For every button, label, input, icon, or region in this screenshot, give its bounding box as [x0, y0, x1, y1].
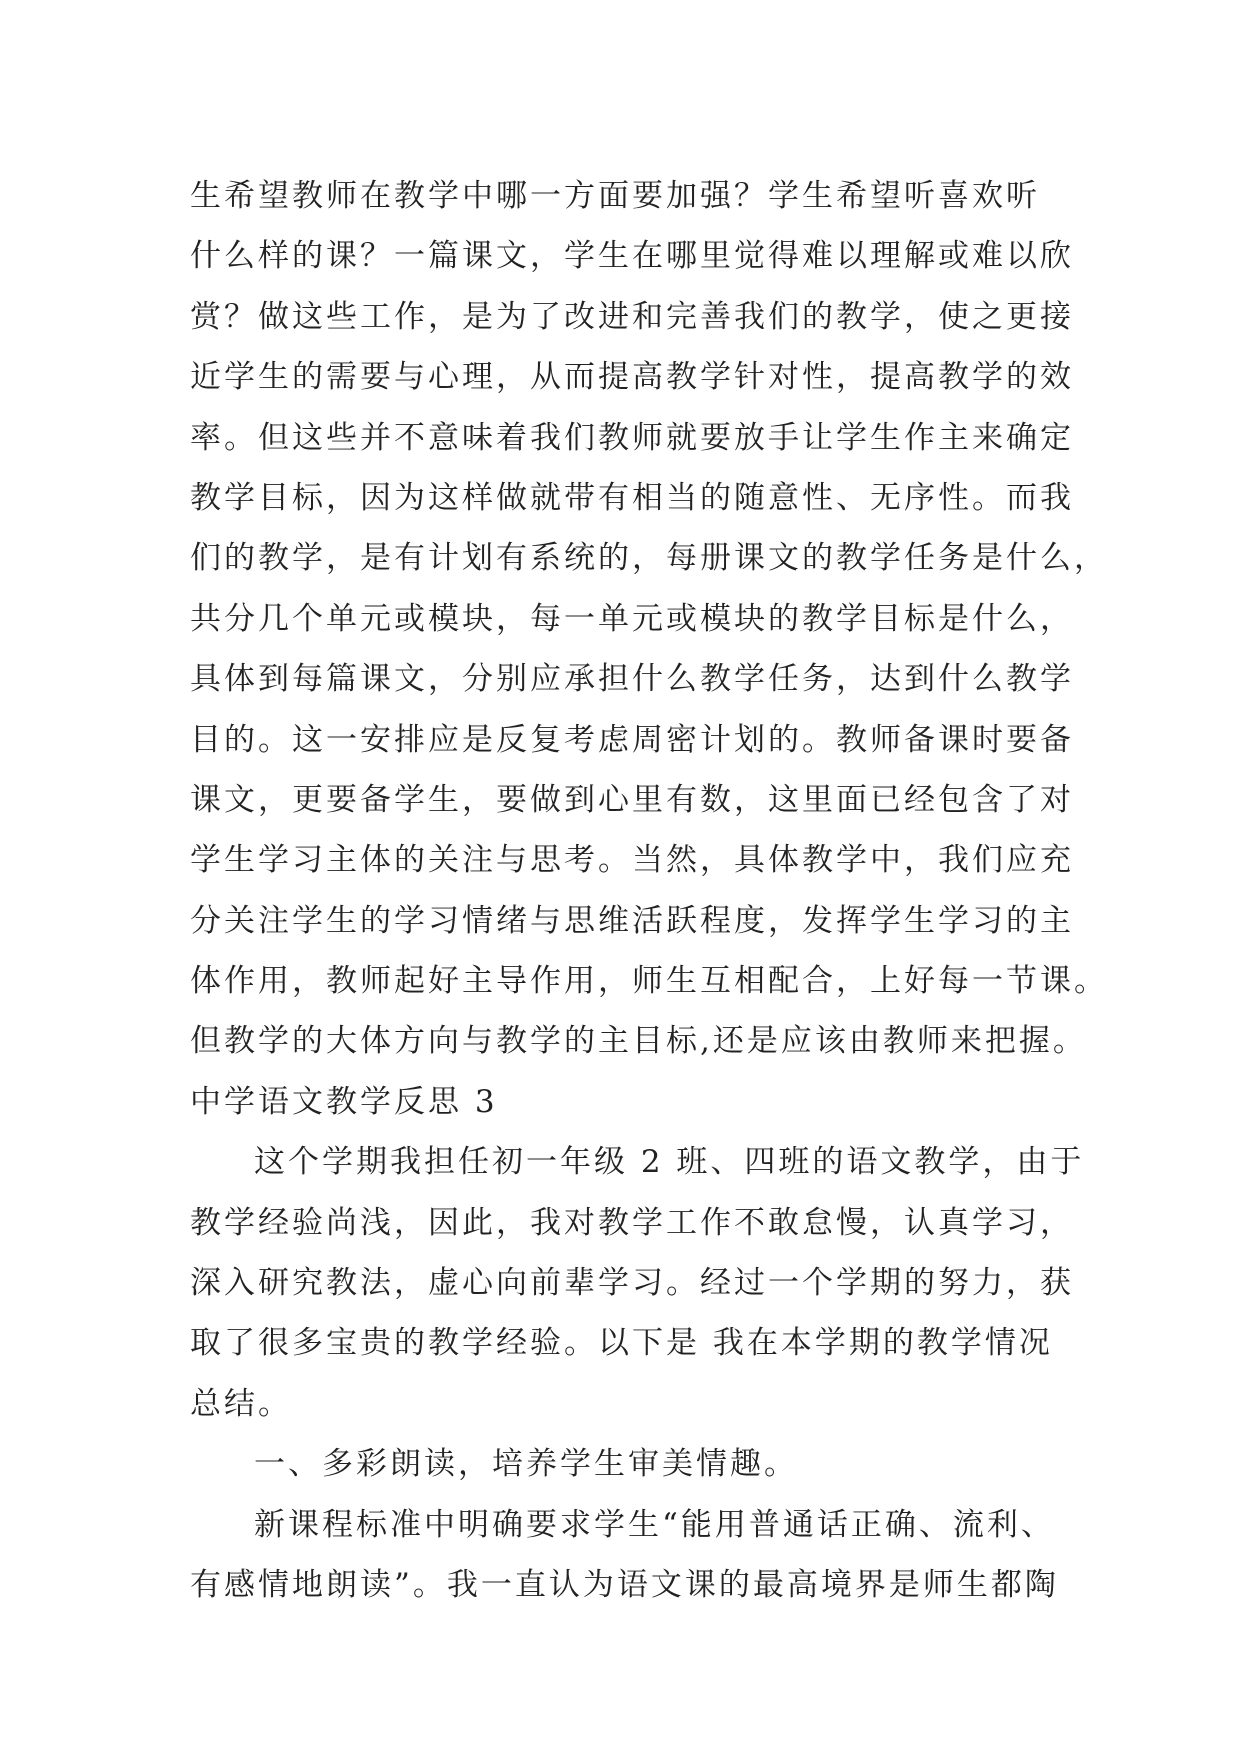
- text-line: 一、多彩朗读，培养学生审美情趣。: [254, 1446, 798, 1483]
- body-text: [190, 166, 1108, 1615]
- text-line: 取了很多宝贵的教学经验。以下是 我在本学期的教学情况: [190, 1325, 1053, 1362]
- text-line: 共分几个单元或模块，每一单元或模块的教学目标是什么，: [190, 600, 1074, 637]
- text-line: 目的。这一安排应是反复考虑周密计划的。教师备课时要备: [190, 721, 1074, 758]
- text-line: 教学目标，因为这样做就带有相当的随意性、无序性。而我: [190, 479, 1074, 516]
- text-line: 率。但这些并不意味着我们教师就要放手让学生作主来确定: [190, 419, 1074, 456]
- text-line: 新课程标准中明确要求学生“能用普通话正确、流利、: [254, 1506, 1055, 1543]
- text-line: 具体到每篇课文，分别应承担什么教学任务，达到什么教学: [190, 661, 1074, 698]
- text-line: 有感情地朗读”。我一直认为语文课的最高境界是师生都陶: [190, 1566, 1059, 1603]
- text-line: 们的教学，是有计划有系统的，每册课文的教学任务是什么，: [190, 540, 1108, 577]
- text-line: 总结。: [190, 1385, 292, 1422]
- text-line: 生希望教师在教学中哪一方面要加强？学生希望听喜欢听: [190, 178, 1040, 214]
- text-line: 但教学的大体方向与教学的主目标,还是应该由教师来把握。: [190, 1023, 1087, 1060]
- text-line: 教学经验尚浅，因此，我对教学工作不敢怠慢，认真学习，: [190, 1204, 1074, 1241]
- section-heading: 中学语文教学反思 3: [190, 1083, 498, 1120]
- text-line: 这个学期我担任初一年级 2 班、四班的语文教学，由于: [254, 1144, 1085, 1181]
- text-line: 课文，更要备学生，要做到心里有数，这里面已经包含了对: [190, 781, 1074, 818]
- text-line: 什么样的课？一篇课文，学生在哪里觉得难以理解或难以欣: [190, 238, 1074, 275]
- text-line: 深入研究教法，虚心向前辈学习。经过一个学期的努力，获: [190, 1265, 1074, 1302]
- text-line: 体作用，教师起好主导作用，师生互相配合，上好每一节课。: [190, 963, 1108, 1000]
- text-line: 学生学习主体的关注与思考。当然，具体教学中，我们应充: [190, 842, 1074, 879]
- text-line: 近学生的需要与心理，从而提高教学针对性，提高教学的效: [190, 359, 1074, 396]
- text-line: 分关注学生的学习情绪与思维活跃程度，发挥学生学习的主: [190, 902, 1074, 939]
- text-line: 赏？做这些工作，是为了改进和完善我们的教学，使之更接: [190, 298, 1074, 335]
